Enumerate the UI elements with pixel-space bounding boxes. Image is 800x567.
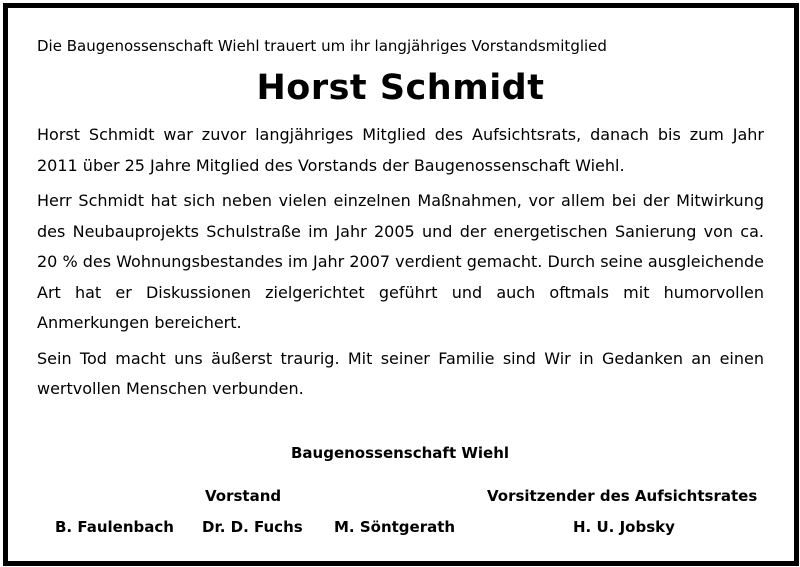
obituary-notice (37, 36, 764, 405)
board-member-name: B. Faulenbach (55, 518, 174, 536)
board-member-name: Dr. D. Fuchs (202, 518, 303, 536)
board-label: Vorstand (205, 487, 282, 505)
paragraph-condolence: Sein Tod macht uns äußerst traurig. Mit seiner Familie sind Wir in Gedanken an einen wertvollen Menschen verbunden. (37, 348, 764, 398)
paragraph-career: Horst Schmidt war zuvor langjähriges Mitglied des Aufsichtsrats, danach bis zum Jahr 2011 über 25 Jahre Mitglied des Vorstands der Baugenossenschaft Wiehl. (37, 125, 764, 175)
supervisory-board-label: Vorsitzender des Aufsichtsrates (487, 487, 758, 505)
board-member-name: M. Söntgerath (334, 518, 456, 536)
organization-name: Baugenossenschaft Wiehl (290, 444, 510, 462)
supervisory-chair-name: H. U. Jobsky (573, 518, 675, 536)
paragraph-merits: Herr Schmidt hat sich neben vielen einzelnen Maßnahmen, vor allem bei der Mitwirkung des Neubauprojekts Schulstraße im Jahr 2005 und der energetischen Sanierung von ca. 20 % des Wohnungsbestandes im Jahr 2007 verdient gemacht. Durch seine ausgleichende Art hat er Diskussionen zielgerichtet geführt und auch oftmals mit humorvollen Anmerkungen bereichert. (37, 191, 764, 332)
intro-line: Die Baugenossenschaft Wiehl trauert um ihr langjähriges Vorstandsmitglied (37, 37, 607, 55)
deceased-name: Horst Schmidt (256, 68, 545, 108)
